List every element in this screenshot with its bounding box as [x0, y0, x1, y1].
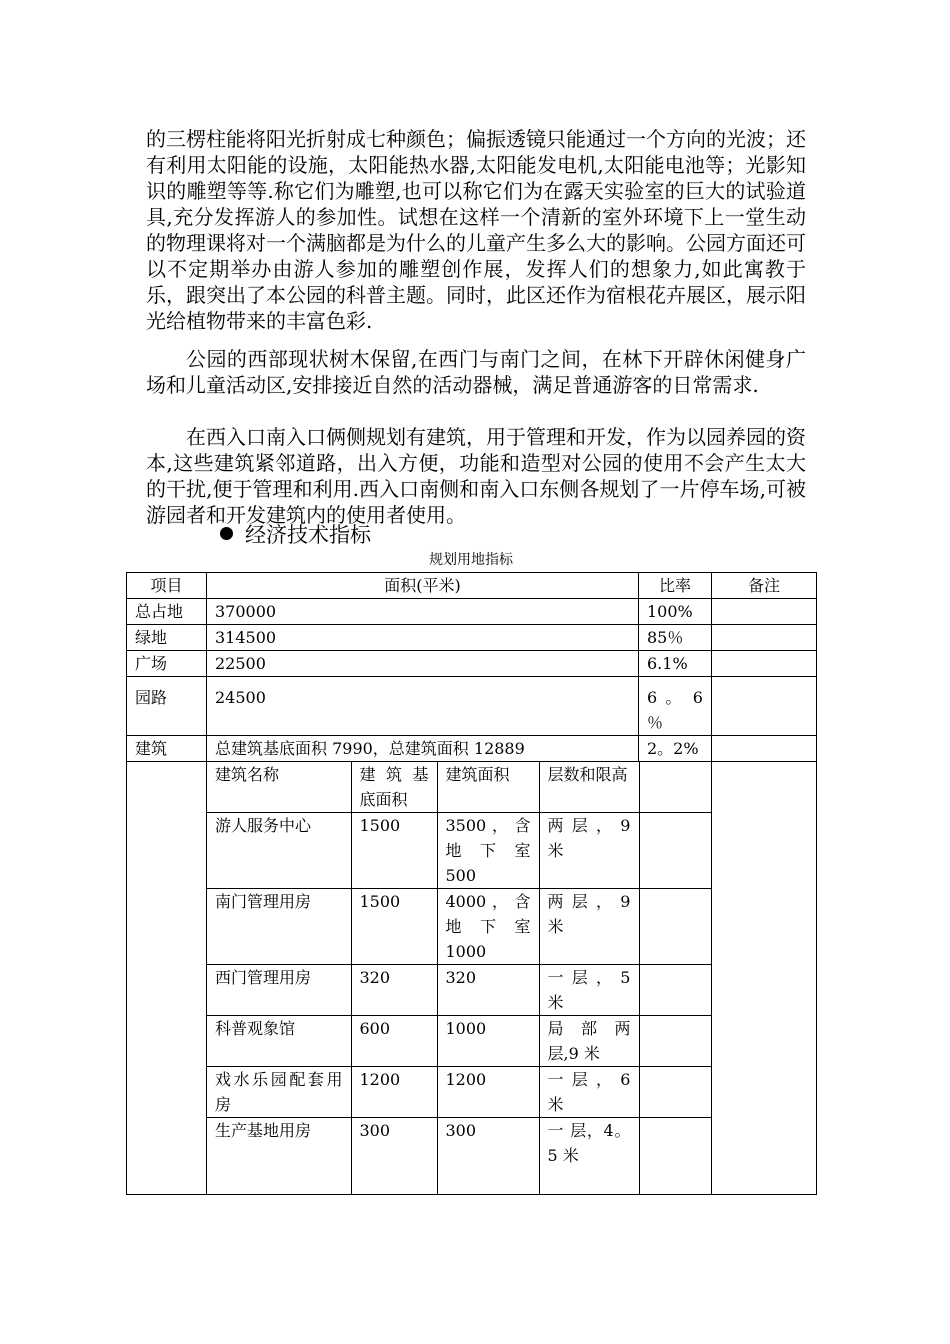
table-row — [127, 651, 817, 677]
cell-ratio: 100% — [639, 599, 712, 625]
sub-cell-total: 4000 ， 含 地 下 室 1000 — [437, 889, 539, 965]
table-row — [127, 625, 817, 651]
header-ratio: 比率 — [639, 573, 712, 599]
bullet-dot-icon — [220, 527, 233, 540]
cell-area: 24500 — [207, 677, 639, 736]
cell-area: 314500 — [207, 625, 639, 651]
sub-cell-floors: 一 层 ， 6 米 — [539, 1067, 639, 1118]
subtable-row — [207, 1016, 712, 1067]
land-use-table — [126, 572, 817, 1195]
header-area: 面积(平米) — [207, 573, 639, 599]
cell-item: 园路 — [127, 677, 207, 736]
subtable-row — [207, 1118, 712, 1194]
table-row — [127, 599, 817, 625]
sub-cell-base: 1500 — [351, 889, 437, 965]
subtable-row — [207, 1067, 712, 1118]
sub-cell-name: 戏水乐园配套用房 — [207, 1067, 351, 1118]
header-item: 项目 — [127, 573, 207, 599]
cell-ratio: 2。2% — [639, 736, 712, 762]
sub-cell-base: 1200 — [351, 1067, 437, 1118]
sub-ratio-empty — [639, 1118, 712, 1194]
building-subtable — [207, 762, 712, 1194]
sub-ratio-empty — [639, 762, 712, 813]
cell-note — [712, 625, 817, 651]
sub-cell-floors: 两 层 ， 9 米 — [539, 889, 639, 965]
cell-item: 总占地 — [127, 599, 207, 625]
subtable-row — [207, 889, 712, 965]
cell-area: 370000 — [207, 599, 639, 625]
sub-cell-total: 3500 ， 含 地 下 室 500 — [437, 813, 539, 889]
sub-cell-name: 南门管理用房 — [207, 889, 351, 965]
sub-cell-floors: 一 层，4。5 米 — [539, 1118, 639, 1194]
sub-cell-name: 生产基地用房 — [207, 1118, 351, 1194]
sub-header-base: 建 筑 基 底面积 — [351, 762, 437, 813]
sub-cell-name: 科普观象馆 — [207, 1016, 351, 1067]
cell-area: 22500 — [207, 651, 639, 677]
table-row — [127, 677, 817, 736]
cell-ratio: 85％ — [639, 625, 712, 651]
sub-cell-name: 西门管理用房 — [207, 965, 351, 1016]
cell-note — [712, 677, 817, 736]
cell-item-empty — [127, 762, 207, 1195]
sub-cell-name: 游人服务中心 — [207, 813, 351, 889]
sub-cell-total: 300 — [437, 1118, 539, 1194]
cell-note — [712, 651, 817, 677]
header-note: 备注 — [712, 573, 817, 599]
sub-ratio-empty — [639, 813, 712, 889]
sub-ratio-empty — [639, 889, 712, 965]
sub-cell-floors: 一 层 ， 5 米 — [539, 965, 639, 1016]
table-row — [127, 736, 817, 762]
sub-header-total: 建筑面积 — [437, 762, 539, 813]
cell-note — [712, 599, 817, 625]
paragraph-sunlight-zone: 的三楞柱能将阳光折射成七种颜色；偏振透镜只能通过一个方向的光波；还有利用太阳能的设施，太阳能热水器,太阳能发电机,太阳能电池等；光影知识的雕塑等等.称它们为雕塑,也可以称它们为在露天实验室的巨大的试验道具,充分发挥游人的参加性。试想在这样一个清新的室外环境下上一堂生动的物理课将对一个满脑都是为什么的儿童产生多么大的影响。公园方面还可以不定期举办由游人参加的雕塑创作展，发挥人们的想象力,如此寓教于乐，跟突出了本公园的科普主题。同时，此区还作为宿根花卉展区，展示阳光给植物带来的丰富色彩. — [146, 127, 806, 333]
sub-cell-base: 600 — [351, 1016, 437, 1067]
sub-header-name: 建筑名称 — [207, 762, 351, 813]
sub-cell-base: 320 — [351, 965, 437, 1016]
cell-ratio: 6 。 6 ％ — [639, 677, 712, 736]
paragraph-buildings: 在西入口南入口俩侧规划有建筑，用于管理和开发，作为以园养园的资本,这些建筑紧邻道路，出入方便，功能和造型对公园的使用不会产生太大的干扰,便于管理和利用.西入口南侧和南入口东侧各规划了一片停车场,可被游园者和开发建筑内的使用者使用。 — [146, 425, 806, 527]
sub-cell-total: 1200 — [437, 1067, 539, 1118]
subtable-row — [207, 965, 712, 1016]
sub-cell-total: 320 — [437, 965, 539, 1016]
sub-cell-floors: 两 层 ， 9 米 — [539, 813, 639, 889]
cell-ratio: 6.1% — [639, 651, 712, 677]
sub-cell-total: 1000 — [437, 1016, 539, 1067]
cell-note-empty — [712, 762, 817, 1195]
table-header-row — [127, 573, 817, 599]
sub-cell-base: 300 — [351, 1118, 437, 1194]
building-subtable-wrap — [207, 762, 712, 1195]
table-caption: 规划用地指标 — [429, 552, 513, 568]
cell-item: 绿地 — [127, 625, 207, 651]
paragraph-west-zone: 公园的西部现状树木保留,在西门与南门之间，在林下开辟休闲健身广场和儿童活动区,安排接近自然的活动器械，满足普通游客的日常需求. — [146, 347, 806, 397]
cell-item: 广场 — [127, 651, 207, 677]
building-detail-row — [127, 762, 817, 1195]
sub-header-floors: 层数和限高 — [539, 762, 639, 813]
sub-ratio-empty — [639, 965, 712, 1016]
sub-ratio-empty — [639, 1016, 712, 1067]
sub-cell-floors: 局 部 两 层,9 米 — [539, 1016, 639, 1067]
cell-note — [712, 736, 817, 762]
sub-cell-base: 1500 — [351, 813, 437, 889]
subtable-row — [207, 813, 712, 889]
subtable-header-row — [207, 762, 712, 813]
cell-item: 建筑 — [127, 736, 207, 762]
cell-area: 总建筑基底面积 7990，总建筑面积 12889 — [207, 736, 639, 762]
sub-ratio-empty — [639, 1067, 712, 1118]
section-heading-economic-indicators: 经济技术指标 — [220, 521, 371, 549]
